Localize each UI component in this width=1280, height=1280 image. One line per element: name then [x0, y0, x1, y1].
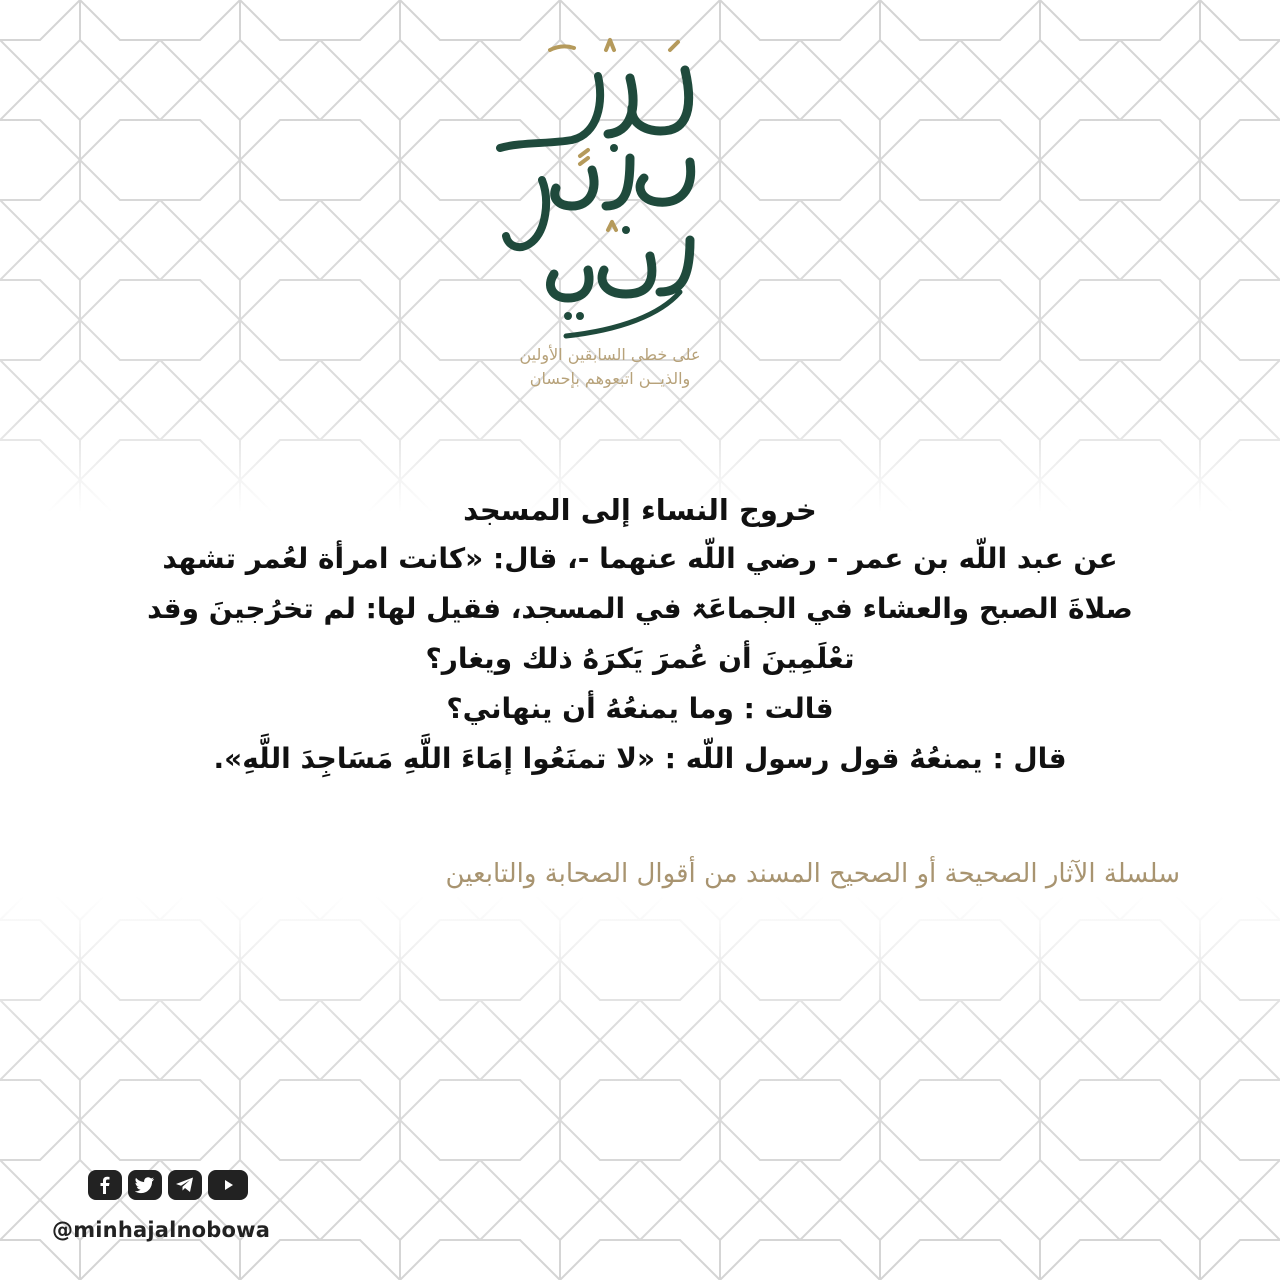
twitter-icon[interactable]: [128, 1170, 162, 1200]
calligraphy-logo: [480, 30, 740, 340]
hadith-line-4: قالت : وما يمنعُهُ أن ينهاني؟: [446, 692, 834, 725]
hadith-title: خروج النساء إلى المسجد: [463, 493, 817, 527]
hadith-line-5: قال : يمنعُهُ قول رسول اللّه : «لا تمنَعُوا إمَاءَ اللَّهِ مَسَاجِدَ اللَّهِ».: [213, 742, 1067, 775]
hadith-line-2: صلاةَ الصبح والعشاء في الجماعَۃ في المسجد، فقيل لها: لم تخرُجينَ وقد: [147, 592, 1133, 625]
logo-tagline-line2: والذيــن اتبعوهم بإحسان: [529, 369, 691, 388]
hadith-line-3: تعْلَمِينَ أن عُمرَ يَكرَهُ ذلك ويغار؟: [425, 642, 855, 675]
hadith-block: [60, 486, 1220, 784]
social-handle[interactable]: @minhajalnobowa: [52, 1218, 271, 1242]
logo-tagline-line1: على خطى السابقين الأولين: [519, 345, 701, 364]
hadith-line-1: عن عبد اللّه بن عمر - رضي اللّه عنهما -، قال: «كانت امرأة لعُمر تشهد: [162, 542, 1118, 575]
facebook-icon[interactable]: [88, 1170, 122, 1200]
brand-logo: [480, 30, 740, 400]
youtube-icon[interactable]: [208, 1170, 248, 1200]
telegram-icon[interactable]: [168, 1170, 202, 1200]
social-links: [88, 1168, 248, 1202]
series-caption: سلسلة الآثار الصحيحة أو الصحيح المسند من أقوال الصحابة والتابعين: [445, 859, 1180, 889]
